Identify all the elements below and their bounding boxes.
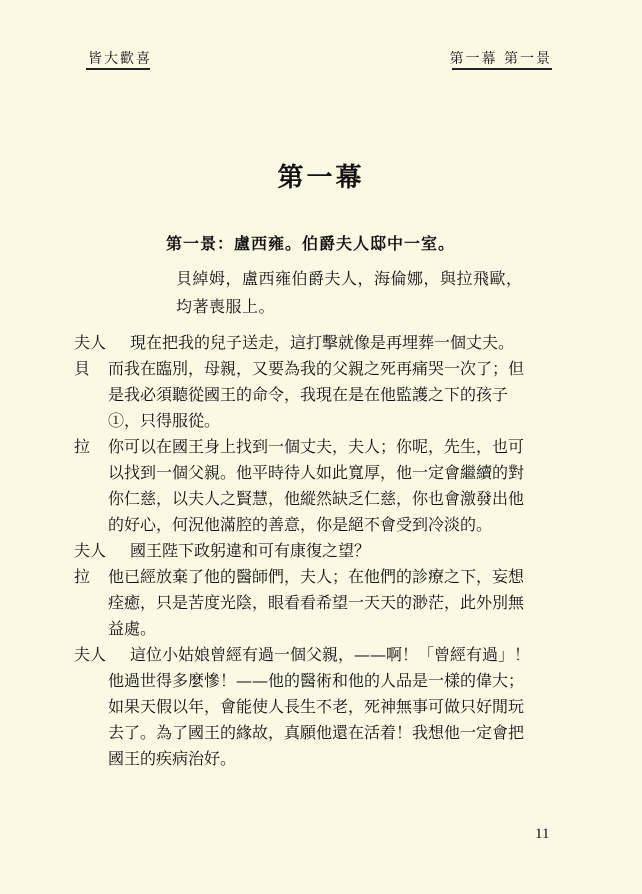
speaker-name: 夫人 <box>74 333 107 352</box>
speaker-name: 拉 <box>74 567 91 586</box>
speech-line: 而我在臨別，母親，又要為我的父親之死再痛哭一次了；但 <box>108 359 525 378</box>
dialogue-entry <box>74 434 574 538</box>
speech-line: ①，只得服從。 <box>108 411 221 430</box>
speech-line: 你仁慈，以夫人之賢慧，他縱然缺乏仁慈，你也會激發出他 <box>108 489 525 508</box>
speech-line: 他已經放棄了他的醫師們，夫人；在他們的診療之下，妄想 <box>108 567 525 586</box>
speech-line: 痊癒，只是苦度光陰，眼看看希望一天天的渺茫，此外別無 <box>108 593 525 612</box>
speaker-name: 夫人 <box>74 541 107 560</box>
stage-direction <box>176 265 576 321</box>
running-header-right: 第一幕 第一景 <box>449 51 552 67</box>
dialogue-block <box>74 330 574 772</box>
speech-line: 是我必須聽從國王的命令，我現在是在他監護之下的孩子 <box>108 385 509 404</box>
dialogue-entry <box>74 330 574 356</box>
speech-line: 國王陛下政躬違和可有康復之望？ <box>130 541 371 560</box>
act-title: 第一幕 <box>277 163 365 193</box>
speech-line: 以找到一個父親。他平時待人如此寬厚，他一定會繼續的對 <box>108 463 525 482</box>
page-number: 11 <box>535 826 550 842</box>
header-underline-left <box>86 68 150 70</box>
speech-line: 國王的疾病治好。 <box>108 749 237 768</box>
speech-line: 如果天假以年，會能使人長生不老，死神無事可做只好閒玩 <box>108 697 525 716</box>
speech-line: 你可以在國王身上找到一個丈夫，夫人；你呢，先生，也可 <box>108 437 525 456</box>
speech-line: 現在把我的兒子送走，這打擊就像是再埋葬一個丈夫。 <box>130 333 515 352</box>
stage-direction-line: 均著喪服上。 <box>176 297 276 316</box>
stage-direction-line: 貝綽姆，盧西雍伯爵夫人，海倫娜，與拉飛歐， <box>176 269 523 288</box>
speaker-name: 貝 <box>74 359 91 378</box>
running-header-left: 皆大歡喜 <box>88 51 152 67</box>
dialogue-entry <box>74 538 574 564</box>
speech-line: 去了。為了國王的緣故，真願他還在活着！我想他一定會把 <box>108 723 525 742</box>
speaker-name: 拉 <box>74 437 91 456</box>
dialogue-entry <box>74 642 574 772</box>
speech-line: 他過世得多麼慘！——他的醫術和他的人品是一樣的偉大； <box>108 671 525 690</box>
speech-line: 的好心，何況他滿腔的善意，你是絕不會受到冷淡的。 <box>108 515 493 534</box>
speech-line: 這位小姑娘曾經有過一個父親，——啊！「曾經有過」！ <box>130 645 531 664</box>
dialogue-entry <box>74 356 574 434</box>
header-underline-right <box>452 68 552 70</box>
scene-title: 第一景：盧西雍。伯爵夫人邸中一室。 <box>166 234 456 253</box>
speech-line: 益處。 <box>108 619 157 638</box>
speaker-name: 夫人 <box>74 645 107 664</box>
dialogue-entry <box>74 564 574 642</box>
